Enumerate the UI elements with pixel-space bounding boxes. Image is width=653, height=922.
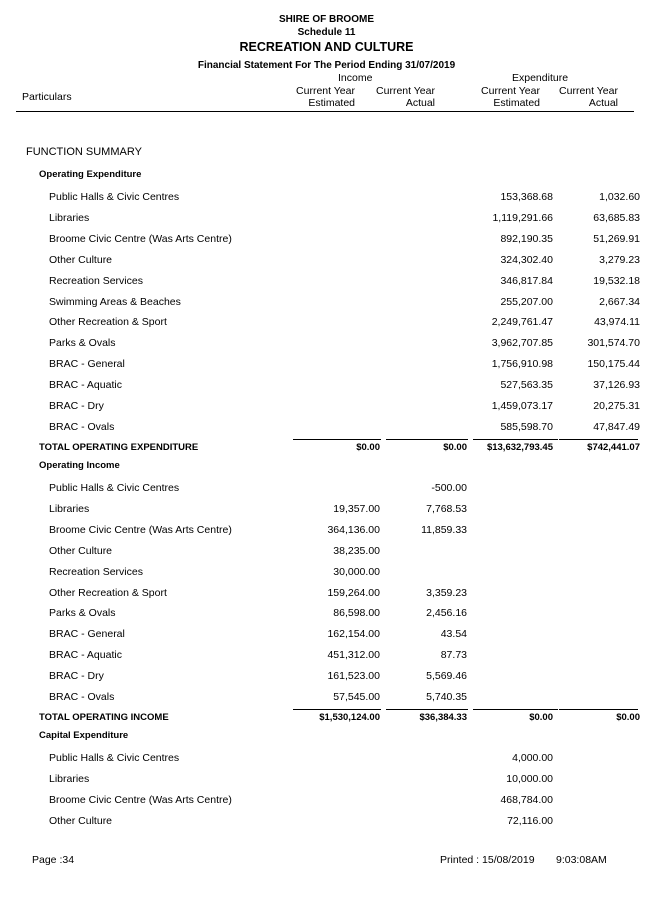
expenditure-header: Expenditure <box>512 72 569 84</box>
row-label: BRAC - Dry <box>49 400 104 412</box>
table-row <box>0 336 653 350</box>
row-label: Recreation Services <box>49 274 143 287</box>
cell-c1: $0.00 <box>356 442 380 453</box>
row-label: Other Recreation & Sport <box>49 586 167 599</box>
cell-c2: 2,456.16 <box>426 607 467 620</box>
cell-c2: 43.54 <box>440 628 467 641</box>
row-label: Broome Civic Centre (Was Arts Centre) <box>49 232 232 245</box>
income-act-header-2: Actual <box>405 97 435 109</box>
cell-c4: 51,269.91 <box>593 232 640 245</box>
row-label: BRAC - Ovals <box>49 691 115 703</box>
cell-c2: 7,768.53 <box>426 502 467 515</box>
cell-c4: $0.00 <box>616 712 640 723</box>
row-label: Other Recreation & Sport <box>49 316 167 329</box>
table-row <box>0 606 653 620</box>
cell-c2: 5,569.46 <box>426 670 467 683</box>
row-label: Public Halls & Civic Centres <box>49 482 180 494</box>
row-label: BRAC - General <box>49 628 125 641</box>
row-label: Swimming Areas & Beaches <box>49 295 181 308</box>
cell-c3: 892,190.35 <box>500 232 553 245</box>
row-label: Parks & Ovals <box>49 607 116 620</box>
page-number: Page :34 <box>32 854 75 866</box>
table-row <box>0 586 653 600</box>
table-row <box>0 357 653 371</box>
cell-c2: 5,740.35 <box>426 691 467 703</box>
total-row <box>0 711 653 725</box>
row-label: BRAC - Aquatic <box>49 379 122 392</box>
cell-c1: 451,312.00 <box>327 649 380 662</box>
cell-c4: 47,847.49 <box>593 420 640 433</box>
cell-c1: 30,000.00 <box>333 565 380 578</box>
cell-c3: 4,000.00 <box>512 752 553 764</box>
cell-c3: 468,784.00 <box>500 793 553 806</box>
table-row <box>0 190 653 204</box>
cell-c3: 72,116.00 <box>507 814 553 827</box>
op-inc-heading: Operating Income <box>39 460 120 471</box>
row-label: TOTAL OPERATING INCOME <box>39 712 169 723</box>
cell-c2: 3,359.23 <box>426 586 467 599</box>
row-label: Public Halls & Civic Centres <box>49 752 180 764</box>
table-row <box>0 814 653 828</box>
cap-exp-heading: Capital Expenditure <box>39 730 129 741</box>
cell-c4: 301,574.70 <box>587 337 640 350</box>
table-row <box>0 420 653 434</box>
row-label: Parks & Ovals <box>49 337 116 350</box>
table-row <box>0 481 653 495</box>
total-rule <box>473 709 558 710</box>
cell-c1: 161,523.00 <box>327 670 380 683</box>
table-row <box>0 544 653 558</box>
cell-c3: $0.00 <box>529 712 553 723</box>
exp-est-header-2: Estimated <box>493 97 540 109</box>
row-label: Other Culture <box>49 253 113 266</box>
table-row <box>0 211 653 225</box>
cell-c1: $1,530,124.00 <box>319 712 380 723</box>
row-label: Broome Civic Centre (Was Arts Centre) <box>49 793 232 806</box>
exp-act-header-2: Actual <box>588 97 618 109</box>
cell-c2: $0.00 <box>443 442 467 453</box>
total-rule <box>386 439 468 440</box>
cell-c4: 37,126.93 <box>593 379 640 392</box>
particulars-header: Particulars <box>22 91 72 103</box>
table-row <box>0 399 653 413</box>
row-label: Recreation Services <box>49 565 143 578</box>
cell-c4: 63,685.83 <box>593 211 640 224</box>
cell-c4: 20,275.31 <box>593 400 640 412</box>
table-row <box>0 523 653 537</box>
total-rule <box>559 709 638 710</box>
cell-c3: 1,756,910.98 <box>491 358 553 371</box>
row-label: TOTAL OPERATING EXPENDITURE <box>39 442 199 453</box>
table-row <box>0 378 653 392</box>
cell-c1: 159,264.00 <box>327 586 380 599</box>
cell-c1: 162,154.00 <box>327 628 380 641</box>
cell-c3: 153,368.68 <box>500 191 553 203</box>
table-row <box>0 627 653 641</box>
table-row <box>0 751 653 765</box>
cell-c1: 38,235.00 <box>333 544 380 557</box>
total-rule <box>293 709 381 710</box>
cell-c3: 3,962,707.85 <box>491 337 553 350</box>
cell-c3: $13,632,793.45 <box>486 442 553 453</box>
exp-est-header-1: Current Year <box>481 85 540 97</box>
table-row <box>0 690 653 704</box>
row-label: Public Halls & Civic Centres <box>49 191 180 203</box>
cell-c2: 11,859.33 <box>421 523 467 536</box>
total-rule <box>473 439 558 440</box>
cell-c1: 19,357.00 <box>333 502 380 515</box>
cell-c1: 86,598.00 <box>333 607 380 620</box>
function-summary: FUNCTION SUMMARY <box>26 146 142 158</box>
row-label: BRAC - Dry <box>49 670 104 683</box>
org-name: SHIRE OF BROOME <box>278 14 374 25</box>
cell-c2: -500.00 <box>431 482 467 494</box>
cell-c4: 2,667.34 <box>599 295 640 308</box>
total-rule <box>559 439 638 440</box>
income-est-header-2: Estimated <box>308 97 355 109</box>
total-rule <box>386 709 468 710</box>
row-label: Libraries <box>49 772 90 785</box>
table-row <box>0 232 653 246</box>
cell-c2: $36,384.33 <box>419 712 467 723</box>
row-label: BRAC - General <box>49 358 125 371</box>
cell-c4: 3,279.23 <box>599 253 640 266</box>
printed-date: Printed : 15/08/2019 <box>440 854 535 866</box>
table-row <box>0 669 653 683</box>
row-label: Other Culture <box>49 544 113 557</box>
table-row <box>0 793 653 807</box>
cell-c3: 346,817.84 <box>500 274 553 287</box>
schedule-label: Schedule 11 <box>297 27 356 38</box>
income-est-header-1: Current Year <box>296 85 355 97</box>
table-row <box>0 295 653 309</box>
row-label: BRAC - Aquatic <box>49 649 122 662</box>
total-row <box>0 441 653 455</box>
cell-c3: 10,000.00 <box>506 772 553 785</box>
printed-time: 9:03:08AM <box>556 854 607 866</box>
table-row <box>0 772 653 786</box>
table-row <box>0 315 653 329</box>
row-label: BRAC - Ovals <box>49 420 115 433</box>
cell-c2: 87.73 <box>440 649 467 662</box>
row-label: Other Culture <box>49 814 113 827</box>
income-act-header-1: Current Year <box>376 85 435 97</box>
cell-c4: 150,175.44 <box>587 358 640 371</box>
total-rule <box>293 439 381 440</box>
cell-c3: 1,119,291.66 <box>492 211 553 224</box>
row-label: Libraries <box>49 502 90 515</box>
cell-c1: 57,545.00 <box>333 691 380 703</box>
cell-c3: 585,598.70 <box>500 420 553 433</box>
report-title: RECREATION AND CULTURE <box>239 40 414 54</box>
cell-c4: 1,032.60 <box>599 191 640 203</box>
cell-c1: 364,136.00 <box>327 523 380 536</box>
op-exp-heading: Operating Expenditure <box>39 169 142 180</box>
table-row <box>0 274 653 288</box>
row-label: Libraries <box>49 211 90 224</box>
cell-c3: 2,249,761.47 <box>491 316 553 329</box>
cell-c4: 19,532.18 <box>593 274 640 287</box>
income-header: Income <box>338 72 373 84</box>
cell-c3: 527,563.35 <box>500 379 553 392</box>
row-label: Broome Civic Centre (Was Arts Centre) <box>49 523 232 536</box>
cell-c3: 1,459,073.17 <box>491 400 553 412</box>
cell-c4: $742,441.07 <box>587 442 640 453</box>
report-subtitle: Financial Statement For The Period Ending 31/07/2019 <box>197 60 456 71</box>
cell-c3: 324,302.40 <box>500 253 553 266</box>
cell-c4: 43,974.11 <box>594 316 640 329</box>
cell-c3: 255,207.00 <box>500 295 553 308</box>
table-row <box>0 648 653 662</box>
table-row <box>0 502 653 516</box>
table-row <box>0 565 653 579</box>
header-rule <box>16 111 634 112</box>
exp-act-header-1: Current Year <box>559 85 618 97</box>
table-row <box>0 253 653 267</box>
